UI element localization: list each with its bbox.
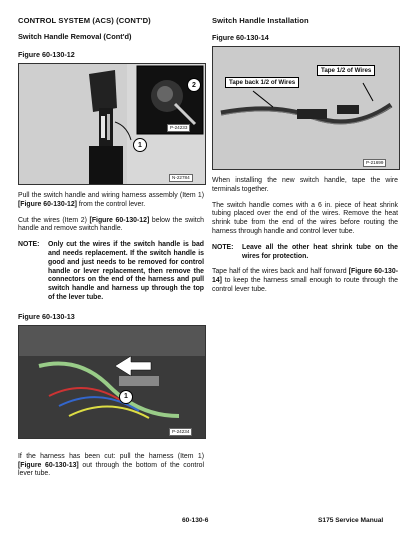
subsection-header: Switch Handle Removal (Cont'd) (18, 32, 132, 41)
figure-reference: [Figure 60-130-12] (89, 216, 150, 224)
paragraph-pull-harness: Pull the switch handle and wiring harness assembly (Item 1) [Figure 60-130-12] from the control lever. (18, 192, 204, 208)
paragraph-cut-wires: Cut the wires (Item 2) [Figure 60-130-12] below the switch handle and remove switch handle. (18, 216, 204, 233)
figure-number: N-22784 (169, 174, 193, 182)
page-number: 60-130-6 (182, 517, 209, 524)
paragraph-heat-shrink: The switch handle comes with a 6 in. piece of heat shrink tubing placed over the end of the wires. Remove the heat shrink tube from the end of the wires before routing the harness through handle and control lever tube. (212, 201, 398, 235)
note-text: Only cut the wires if the switch handle is bad and needs replacement. If the switch handle is good and just needs to be removed for control handle or lever replacement, then remove the connectors on the end of the harness and pull switch handle and harness up through the top of the lever tube. (48, 241, 204, 301)
figure-number-inset: P-24233 (167, 124, 190, 132)
tape-back-label: Tape back 1/2 of Wires (225, 77, 299, 88)
figure-caption: Figure 60-130-14 (212, 33, 269, 42)
figure-caption: Figure 60-130-13 (18, 311, 75, 321)
manual-title: S175 Service Manual (318, 517, 384, 524)
figure-60-130-13-photo (18, 325, 206, 439)
note-block (212, 244, 398, 262)
note-label: NOTE: (18, 241, 40, 249)
figure-60-130-12-photo (18, 63, 206, 185)
paragraph-harness-cut: If the harness has been cut: pull the harness (Item 1) [Figure 60-130-13] out through the bottom of the control lever tube. (18, 452, 204, 478)
callout-2: 2 (187, 78, 201, 92)
harness-photo-illustration (19, 326, 205, 438)
note-block (18, 241, 204, 303)
note-text: Leave all the other heat shrink tube on the wires for protection. (242, 243, 398, 260)
figure-number: P-21699 (363, 159, 386, 167)
figure-60-130-14-photo (212, 46, 400, 170)
figure-caption: Figure 60-130-12 (18, 50, 75, 59)
note-label: NOTE: (212, 243, 234, 251)
callout-1: 1 (133, 138, 147, 152)
figure-number: P-24234 (169, 428, 192, 436)
tape-forward-label: Tape 1/2 of Wires (317, 65, 375, 76)
section-header: CONTROL SYSTEM (ACS) (CONT'D) (18, 16, 151, 25)
callout-1: 1 (119, 390, 133, 404)
paragraph-tape-terminals: When installing the new switch handle, tape the wire terminals together. (212, 177, 398, 193)
paragraph-tape-half: Tape half of the wires back and half forward [Figure 60-130-14] to keep the harness small enough to route through the control lever tube. (212, 268, 398, 293)
figure-reference: [Figure 60-130-13] (18, 461, 79, 469)
figure-reference: [Figure 60-130-14] (212, 268, 398, 285)
section-header: Switch Handle Installation (212, 16, 309, 25)
right-column (212, 16, 398, 302)
figure-reference: [Figure 60-130-12] (18, 200, 77, 208)
left-column (18, 16, 204, 486)
